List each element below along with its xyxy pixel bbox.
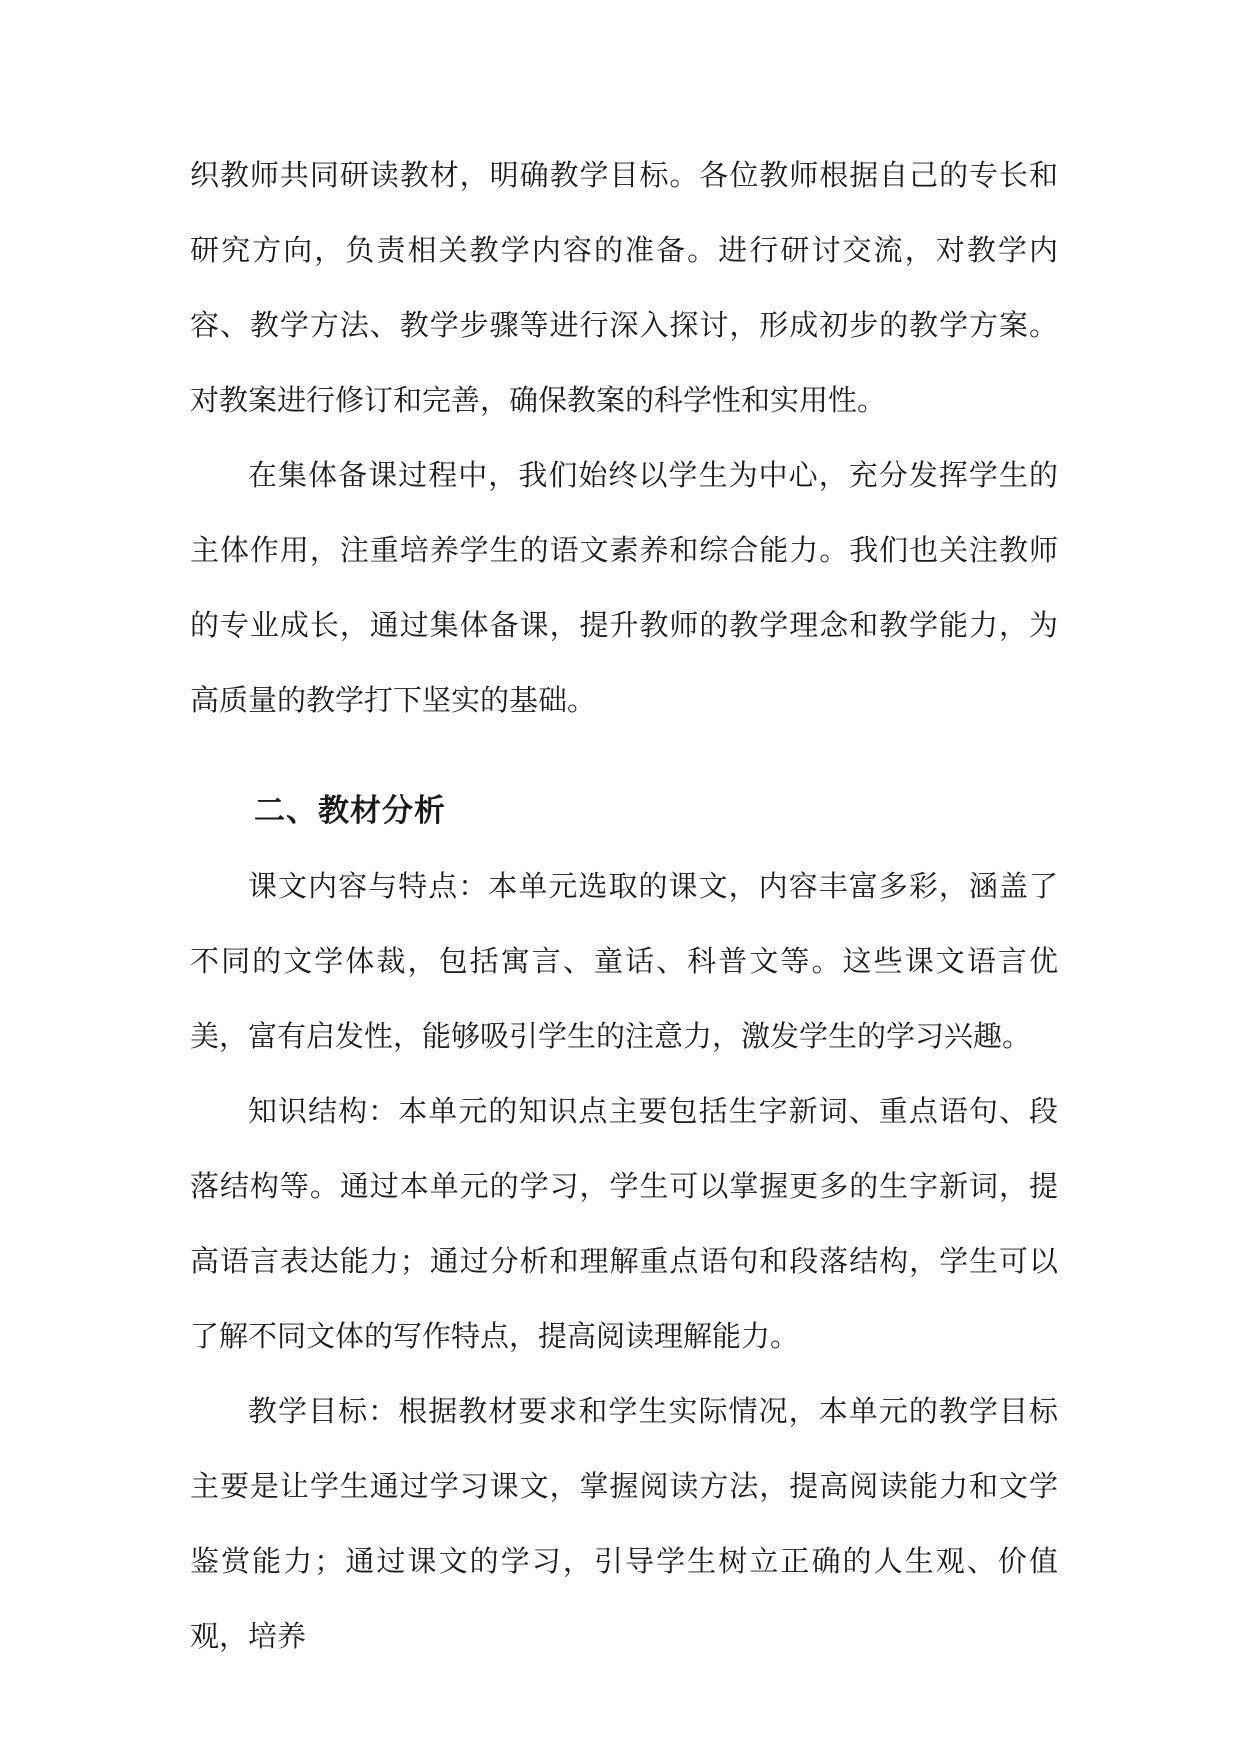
paragraph-student-centered: 在集体备课过程中，我们始终以学生为中心，充分发挥学生的主体作用，注重培养学生的语文素养和综合能力。我们也关注教师的专业成长，通过集体备课，提升教师的教学理念和教学能力，为高质量的教学打下坚实的基础。 <box>190 458 1058 717</box>
document-body <box>190 138 1058 1674</box>
section-heading: 二、教材分析 <box>254 793 446 829</box>
paragraph-content-features: 课文内容与特点：本单元选取的课文，内容丰富多彩，涵盖了不同的文学体裁，包括寓言、童话、科普文等。这些课文语言优美，富有启发性，能够吸引学生的注意力，激发学生的学习兴趣。 <box>190 869 1058 1053</box>
paragraph-knowledge-structure: 知识结构：本单元的知识点主要包括生字新词、重点语句、段落结构等。通过本单元的学习，学生可以掌握更多的生字新词，提高语言表达能力；通过分析和理解重点语句和段落结构，学生可以了解不同文体的写作特点，提高阅读理解能力。 <box>190 1094 1058 1353</box>
paragraph-teaching-goals: 教学目标：根据教材要求和学生实际情况，本单元的教学目标主要是让学生通过学习课文，掌握阅读方法，提高阅读能力和文学鉴赏能力；通过课文的学习，引导学生树立正确的人生观、价值观，培养 <box>190 1394 1058 1653</box>
paragraph-continued: 织教师共同研读教材，明确教学目标。各位教师根据自己的专长和研究方向，负责相关教学内容的准备。进行研讨交流，对教学内容、教学方法、教学步骤等进行深入探讨，形成初步的教学方案。对教案进行修订和完善，确保教案的科学性和实用性。 <box>190 158 1058 417</box>
